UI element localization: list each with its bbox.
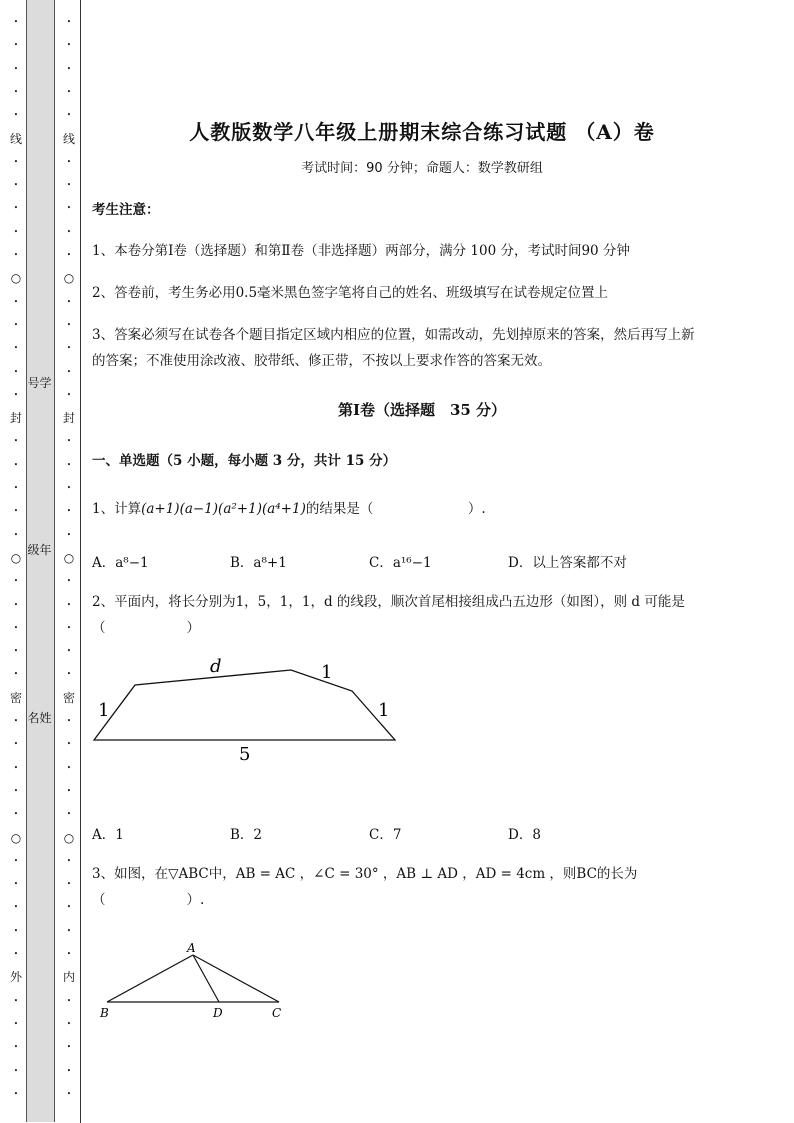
binding-dot: • bbox=[66, 320, 72, 329]
binding-strip bbox=[26, 0, 55, 1122]
binding-dot: • bbox=[13, 344, 19, 353]
binding-margin bbox=[0, 0, 85, 1123]
notice-item: 1、本卷分第Ⅰ卷（选择题）和第Ⅱ卷（非选择题）两部分，满分 100 分，考试时间90 分钟 bbox=[92, 243, 630, 259]
binding-dot: • bbox=[13, 996, 19, 1005]
binding-dot: • bbox=[66, 577, 72, 586]
binding-dot: • bbox=[66, 507, 72, 516]
binding-mark: 线 bbox=[10, 131, 23, 146]
binding-mark: 密 bbox=[63, 690, 76, 705]
binding-dot: • bbox=[66, 1043, 72, 1052]
binding-dot: • bbox=[13, 460, 19, 469]
triangle-figure bbox=[92, 938, 302, 1023]
binding-dot: • bbox=[66, 810, 72, 819]
binding-dot: • bbox=[13, 903, 19, 912]
section-heading: 一、单选题（5 小题，每小题 3 分，共计 15 分） bbox=[92, 453, 397, 469]
binding-dot: • bbox=[66, 227, 72, 236]
binding-dot: • bbox=[13, 717, 19, 725]
binding-mark: 封 bbox=[10, 411, 23, 426]
q1-option-c[interactable]: C．a¹⁶−1 bbox=[369, 555, 432, 571]
binding-dot: • bbox=[13, 251, 19, 259]
binding-mark: ○ bbox=[63, 550, 75, 565]
binding-dot: • bbox=[66, 763, 72, 772]
binding-dot: • bbox=[66, 1066, 72, 1075]
binding-dot: • bbox=[13, 1066, 19, 1075]
field-name: 名姓 bbox=[27, 711, 52, 725]
question-1-suffix: 的结果是（ ）. bbox=[305, 501, 486, 517]
binding-dot: • bbox=[13, 950, 19, 958]
binding-dot: • bbox=[13, 297, 19, 306]
binding-dot: • bbox=[13, 41, 19, 50]
binding-dot: • bbox=[13, 157, 19, 166]
q2-option-b[interactable]: B．2 bbox=[230, 827, 263, 843]
binding-dot: • bbox=[66, 926, 72, 935]
binding-dot: • bbox=[13, 181, 19, 190]
binding-dot: • bbox=[13, 740, 19, 749]
binding-dot: • bbox=[13, 600, 19, 609]
segment-ab bbox=[107, 955, 193, 1002]
pentagon-shape bbox=[94, 670, 395, 740]
q2-option-c[interactable]: C．7 bbox=[369, 827, 402, 843]
question-2: 2、平面内，将长分别为1，5，1，1，d 的线段，顺次首尾相接组成凸五边形（如图），则 d 可能是 bbox=[92, 594, 685, 610]
binding-dot: • bbox=[13, 227, 19, 236]
binding-dot: • bbox=[13, 64, 19, 73]
binding-dot: • bbox=[13, 204, 19, 213]
binding-mark: 封 bbox=[63, 411, 76, 426]
notice-heading: 考生注意： bbox=[92, 202, 160, 218]
question-3-blank: （ ）. bbox=[92, 892, 205, 908]
label-c: C bbox=[272, 1006, 282, 1020]
binding-dot: • bbox=[13, 18, 19, 26]
notice-item: 的答案；不准使用涂改液、胶带纸、修正带，不按以上要求作答的答案无效。 bbox=[92, 353, 551, 369]
binding-dot: • bbox=[66, 484, 72, 492]
binding-dot: • bbox=[66, 460, 72, 469]
label-a: A bbox=[187, 941, 196, 955]
binding-dot: • bbox=[13, 670, 19, 679]
q2-option-d[interactable]: D．8 bbox=[508, 827, 541, 843]
binding-dot: • bbox=[13, 856, 19, 865]
binding-dot: • bbox=[66, 64, 72, 73]
question-1-expression: (a+1)(a−1)(a²+1)(a⁴+1) bbox=[141, 501, 306, 517]
binding-mark: ○ bbox=[63, 830, 75, 845]
binding-dot: • bbox=[66, 996, 72, 1005]
question-3: 3、如图，在▽ABC中，AB = AC ，∠C = 30° ，AB ⊥ AD ，AD = 4cm ，则BC的长为 bbox=[92, 866, 638, 882]
binding-dot: • bbox=[66, 856, 72, 865]
binding-dot: • bbox=[66, 786, 72, 795]
binding-mark: ○ bbox=[10, 830, 22, 845]
label-side-1: 1 bbox=[98, 700, 110, 721]
binding-dot: • bbox=[13, 1043, 19, 1052]
binding-dot: • bbox=[66, 600, 72, 609]
binding-dot: • bbox=[13, 926, 19, 935]
binding-dot: • bbox=[66, 740, 72, 749]
binding-dot: • bbox=[13, 577, 19, 586]
q1-option-d[interactable]: D．以上答案都不对 bbox=[508, 555, 627, 571]
binding-dot: • bbox=[13, 647, 19, 656]
binding-dot: • bbox=[66, 530, 72, 539]
binding-mark: 内 bbox=[63, 970, 76, 985]
binding-dot: • bbox=[13, 880, 19, 889]
binding-dot: • bbox=[13, 390, 19, 399]
binding-dot: • bbox=[13, 763, 19, 772]
binding-dot: • bbox=[66, 880, 72, 889]
binding-dot: • bbox=[13, 320, 19, 329]
binding-dot: • bbox=[66, 87, 72, 96]
part1-heading: 第Ⅰ卷（选择题 35 分） bbox=[337, 401, 507, 419]
q1-option-a[interactable]: A．a⁸−1 bbox=[92, 555, 149, 571]
binding-line bbox=[80, 0, 81, 1123]
binding-dot: • bbox=[13, 484, 19, 492]
binding-dot: • bbox=[66, 717, 72, 725]
label-side-1: 1 bbox=[378, 700, 390, 721]
binding-dot: • bbox=[13, 87, 19, 96]
binding-mark: ○ bbox=[10, 271, 22, 286]
binding-dot: • bbox=[66, 111, 72, 120]
binding-dot: • bbox=[66, 41, 72, 50]
pentagon-figure bbox=[92, 650, 412, 770]
binding-dot: • bbox=[13, 810, 19, 819]
q1-option-b[interactable]: B．a⁸+1 bbox=[230, 555, 287, 571]
notice-item: 2、答卷前，考生务必用0.5毫米黑色签字笔将自己的姓名、班级填写在试卷规定位置上 bbox=[92, 285, 609, 301]
binding-dot: • bbox=[66, 1019, 72, 1028]
label-b: B bbox=[100, 1006, 109, 1020]
binding-mark: ○ bbox=[63, 271, 75, 286]
question-2-blank: （ ） bbox=[92, 620, 200, 636]
label-d: D bbox=[213, 1006, 223, 1020]
binding-dot: • bbox=[66, 950, 72, 958]
exam-subtitle: 考试时间：90 分钟；命题人：数学教研组 bbox=[301, 161, 543, 176]
binding-dot: • bbox=[13, 437, 19, 446]
binding-dot: • bbox=[13, 367, 19, 376]
binding-dot: • bbox=[66, 18, 72, 26]
binding-dot: • bbox=[66, 670, 72, 679]
label-side-1: 1 bbox=[321, 662, 333, 683]
binding-mark: ○ bbox=[10, 550, 22, 565]
field-student-number: 号学 bbox=[27, 376, 52, 390]
label-d: d bbox=[210, 656, 222, 677]
label-side-5: 5 bbox=[239, 744, 251, 765]
binding-dot: • bbox=[13, 111, 19, 120]
binding-dot: • bbox=[66, 903, 72, 912]
dot-column-right bbox=[63, 0, 75, 1123]
binding-dot: • bbox=[13, 530, 19, 539]
binding-dot: • bbox=[66, 181, 72, 190]
binding-dot: • bbox=[66, 204, 72, 213]
binding-dot: • bbox=[66, 437, 72, 446]
binding-mark: 线 bbox=[63, 131, 76, 146]
dot-column-left bbox=[10, 0, 22, 1123]
question-1-prefix: 1、计算 bbox=[92, 501, 142, 517]
notice-item: 3、答案必须写在试卷各个题目指定区域内相应的位置，如需改动，先划掉原来的答案，然后再写上新 bbox=[92, 327, 695, 343]
binding-dot: • bbox=[66, 390, 72, 399]
binding-dot: • bbox=[66, 344, 72, 353]
binding-dot: • bbox=[13, 786, 19, 795]
binding-dot: • bbox=[66, 647, 72, 656]
binding-dot: • bbox=[13, 1089, 19, 1098]
binding-dot: • bbox=[13, 1019, 19, 1028]
binding-dot: • bbox=[66, 251, 72, 259]
field-grade: 级年 bbox=[27, 543, 52, 557]
binding-dot: • bbox=[66, 623, 72, 632]
binding-dot: • bbox=[13, 507, 19, 516]
binding-mark: 外 bbox=[10, 970, 23, 985]
binding-mark: 密 bbox=[10, 690, 23, 705]
binding-dot: • bbox=[66, 1089, 72, 1098]
binding-dot: • bbox=[66, 297, 72, 306]
binding-dot: • bbox=[66, 157, 72, 166]
binding-dot: • bbox=[66, 367, 72, 376]
question-1 bbox=[92, 499, 486, 519]
binding-dot: • bbox=[13, 623, 19, 632]
exam-title: 人教版数学八年级上册期末综合练习试题 （A）卷 bbox=[189, 120, 655, 144]
q2-option-a[interactable]: A．1 bbox=[92, 827, 124, 843]
